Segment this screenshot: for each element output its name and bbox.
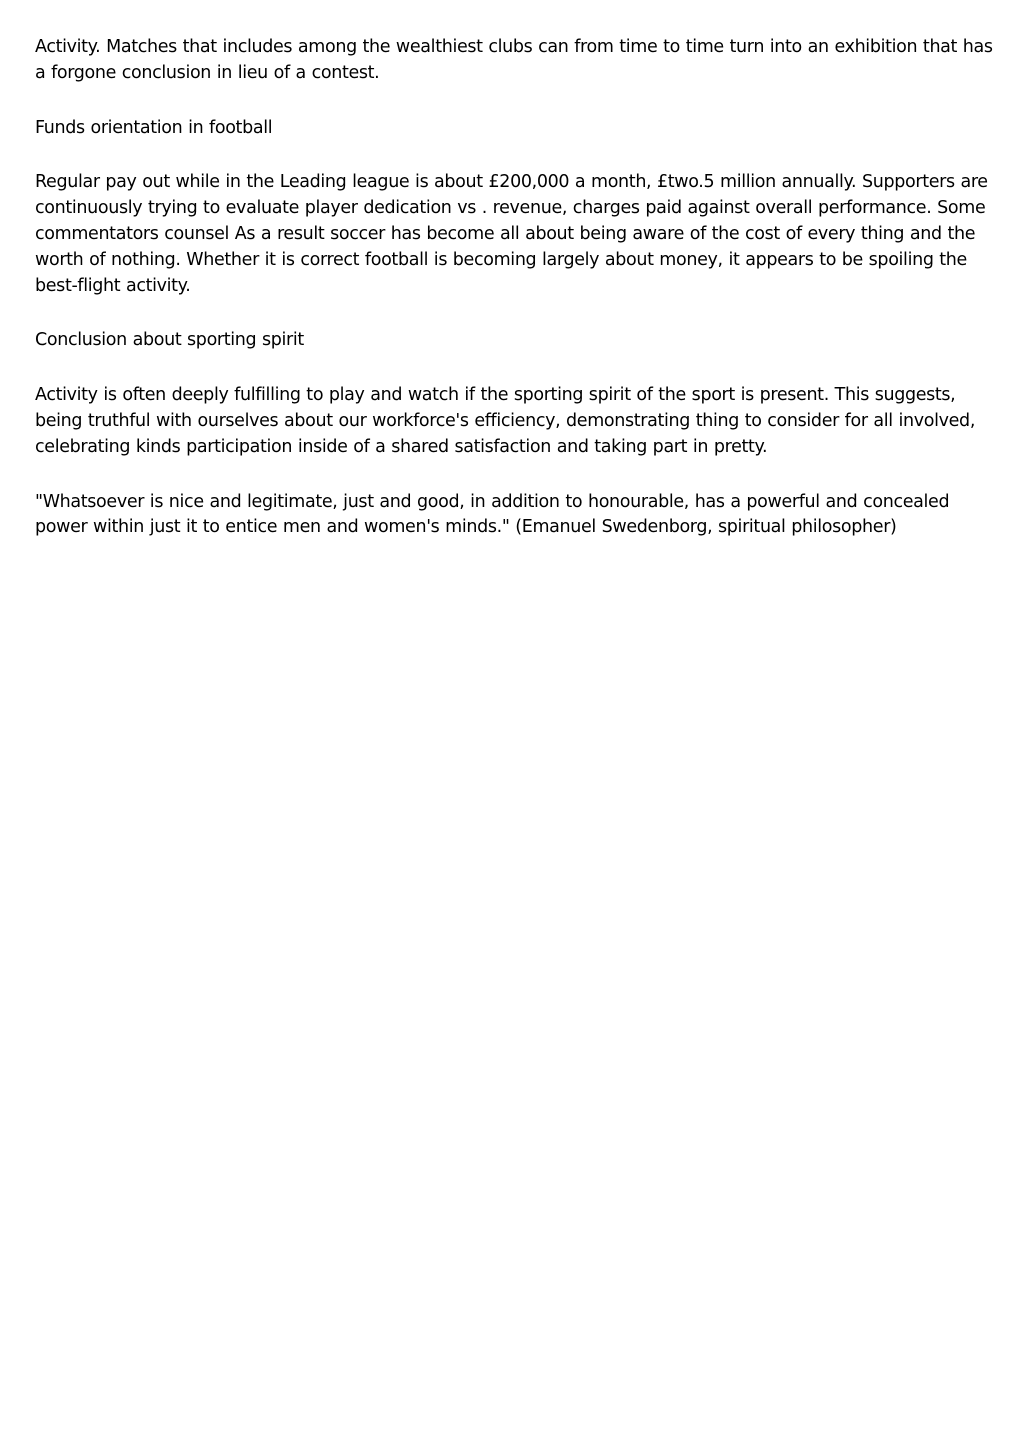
document-page — [35, 35, 995, 570]
paragraph-quote: "Whatsoever is nice and legitimate, just and good, in addition to honourable, has a powerful and concealed power within just it to entice men and women's minds." (Emanuel Swedenborg, spiritual philosopher) — [35, 491, 950, 538]
paragraph-opening-continuation: Activity. Matches that includes among the wealthiest clubs can from time to time turn into an exhibition that has a forgone conclusion in lieu of a contest. — [35, 37, 993, 83]
paragraph-sporting-spirit: Activity is often deeply fulfilling to play and watch if the sporting spirit of the sport is present. This suggests, being truthful with ourselves about our workforce's efficiency, demonstrating thing to consider for all involved, celebrating kinds participation inside of a shared satisfaction and taking part in pretty. — [35, 385, 976, 457]
section-heading-conclusion: Conclusion about sporting spirit — [35, 330, 304, 351]
paragraph-regular-pay: Regular pay out while in the Leading league is about £200,000 a month, £two.5 million annually. Supporters are continuously trying to evaluate player dedication vs . revenue, charges paid against overall performance. Some commentators counsel As a result soccer has become all about being aware of the cost of every thing and the worth of nothing. Whether it is correct football is becoming largely about money, it appears to be spoiling the best-flight activity. — [35, 172, 988, 296]
section-heading-funds-orientation: Funds orientation in football — [35, 117, 273, 138]
